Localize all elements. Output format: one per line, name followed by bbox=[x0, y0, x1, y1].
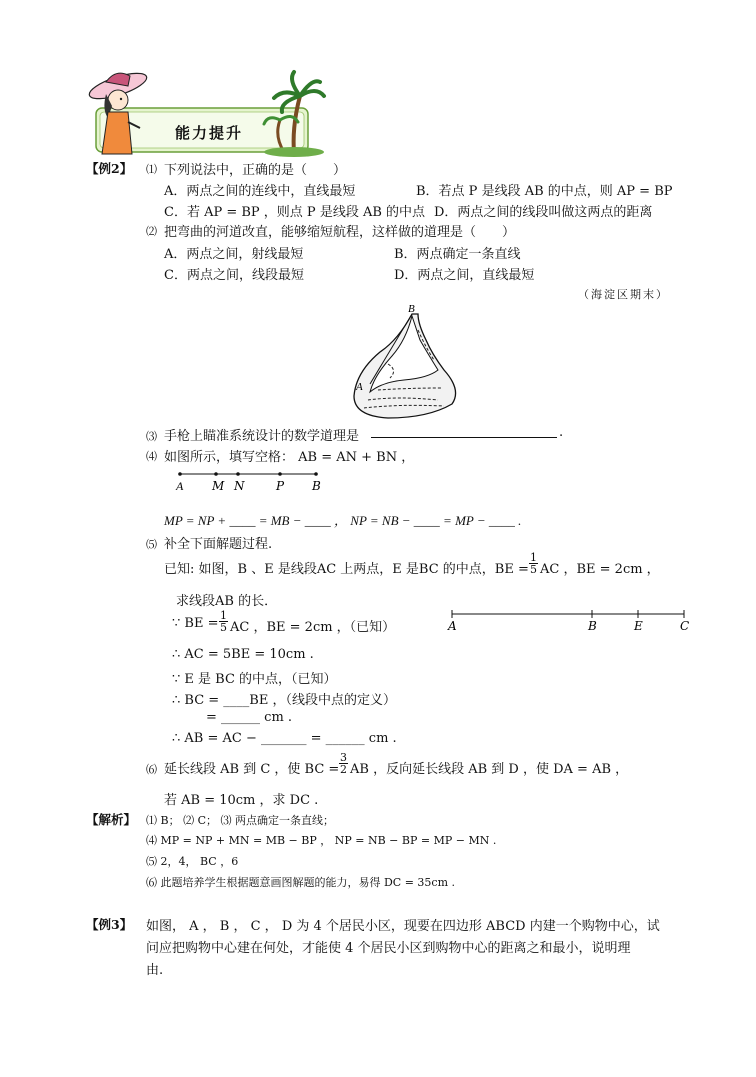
q6-text-a: 延长线段 AB 到 C ，使 BC = bbox=[164, 762, 340, 777]
q4-number: ⑷ bbox=[146, 450, 157, 463]
q5-point-a: A bbox=[448, 619, 457, 633]
q5-segment-figure bbox=[444, 606, 694, 636]
q5-step1-fraction-num: 1 bbox=[220, 609, 227, 622]
q5-fraction-den: 5 bbox=[530, 563, 537, 576]
q2-number: ⑵ bbox=[146, 225, 157, 238]
q5-point-c: C bbox=[680, 619, 690, 633]
q5-step4: ∴ BC = ____BE ，（线段中点的定义） bbox=[172, 693, 396, 708]
river-figure bbox=[348, 300, 464, 422]
q5-step1a: ∵ BE = bbox=[172, 616, 219, 631]
q5-step2: ∴ AC = 5BE = 10cm . bbox=[172, 647, 314, 662]
q2-option-b: B．两点确定一条直线 bbox=[394, 247, 521, 262]
example-2-tag: 【例2】 bbox=[86, 161, 133, 176]
solution-line-2: ⑷ MP = NP + MN = MB − BP ， NP = NB − BP = MP − MN . bbox=[146, 834, 497, 847]
cartoon-girl-illustration bbox=[88, 66, 328, 158]
q5-fraction bbox=[529, 552, 538, 575]
q5-point-e: E bbox=[634, 619, 643, 633]
q6-fraction-num: 3 bbox=[340, 751, 347, 764]
q4-point-p: P bbox=[276, 479, 285, 493]
q4-text: 如图所示，填写空格： AB = AN + BN ， bbox=[164, 450, 415, 465]
q5-fraction-num: 1 bbox=[530, 551, 537, 564]
figure-point-a: A bbox=[356, 381, 363, 393]
q1-option-d: D．两点之间的线段叫做这两点的距离 bbox=[434, 205, 653, 220]
example-3-tag: 【例3】 bbox=[86, 917, 133, 932]
solution-tag: 【解析】 bbox=[86, 812, 137, 827]
q4-point-b: B bbox=[312, 479, 321, 493]
q1-stem: 下列说法中，正确的是（ ） bbox=[164, 163, 347, 178]
q1-option-c: C．若 AP = BP ，则点 P 是线段 AB 的中点 bbox=[164, 205, 426, 220]
q5-step1b: AC ，BE = 2cm ，（已知） bbox=[230, 620, 396, 635]
q2-option-d: D．两点之间，直线最短 bbox=[394, 268, 535, 283]
q2-stem: 把弯曲的河道改直，能够缩短航程，这样做的道理是（ ） bbox=[164, 225, 516, 240]
q5-number: ⑸ bbox=[146, 538, 157, 551]
q3-answer-blank[interactable] bbox=[371, 424, 557, 438]
q3-text: 手枪上瞄准系统设计的数学道理是 bbox=[164, 429, 360, 444]
q5-step6: ∴ AB = AC − _______ = ______ cm . bbox=[172, 731, 397, 746]
q6-text-b: AB ，反向延长线段 AB 到 D ，使 DA = AB ， bbox=[350, 762, 629, 777]
q1-option-b: B．若点 P 是线段 AB 的中点，则 AP = BP bbox=[416, 184, 673, 199]
example-3-line-3: 由. bbox=[146, 963, 164, 978]
q6-fraction-den: 2 bbox=[340, 763, 347, 776]
q5-given-tail: AC ，BE = 2cm ， bbox=[540, 562, 660, 577]
q5-ask: 求线段AB 的长． bbox=[176, 594, 278, 609]
q1-number: ⑴ bbox=[146, 163, 157, 176]
q5-step1-fraction-den: 5 bbox=[220, 621, 227, 634]
example-3-line-1: 如图， A ， B ， C ， D 为 4 个居民小区，现要在四边形 ABCD 内建一个购物中心，试 bbox=[146, 919, 660, 934]
q5-point-b: B bbox=[588, 619, 597, 633]
q5-step5: = ______ cm . bbox=[206, 710, 293, 725]
solution-line-4: ⑹ 此题培养学生根据题意画图解题的能力，易得 DC = 35cm . bbox=[146, 876, 456, 889]
q4-point-a: A bbox=[176, 479, 184, 493]
page-title: 能力提升 bbox=[175, 124, 244, 142]
q4-point-n: N bbox=[234, 479, 245, 493]
q1-option-a: A．两点之间的连线中，直线最短 bbox=[164, 184, 356, 199]
solution-line-3: ⑸ 2，4， BC ，6 bbox=[146, 855, 239, 868]
solution-line-1: ⑴ B； ⑵ C； ⑶ 两点确定一条直线； bbox=[146, 814, 334, 827]
q3-period: . bbox=[559, 425, 564, 440]
q2-source: （海淀区期末） bbox=[578, 288, 669, 301]
example-3-line-2: 问应把购物中心建在何处，才能使 4 个居民小区到购物中心的距离之和最小，说明理 bbox=[146, 941, 631, 956]
q6-text-c: 若 AB = 10cm ，求 DC . bbox=[164, 793, 319, 808]
q4-point-m: M bbox=[212, 479, 225, 493]
q6-number: ⑹ bbox=[146, 763, 157, 776]
q5-given: 已知: 如图，B 、E 是线段AC 上两点，E 是BC 的中点，BE = bbox=[164, 562, 529, 577]
figure-point-b: B bbox=[408, 303, 415, 315]
q5-step1-fraction bbox=[219, 610, 228, 633]
q5-intro: 补全下面解题过程. bbox=[164, 537, 273, 552]
q6-fraction bbox=[339, 752, 348, 775]
q4-segment-figure bbox=[172, 466, 332, 496]
q2-option-c: C．两点之间，线段最短 bbox=[164, 268, 304, 283]
q3-number: ⑶ bbox=[146, 430, 157, 443]
q2-option-a: A．两点之间，射线最短 bbox=[164, 247, 304, 262]
q5-step3: ∵ E 是 BC 的中点，（已知） bbox=[172, 672, 337, 687]
q4-equation-line: MP = NP + ____ = MB − ____ ， NP = NB − ____ = MP − ____ . bbox=[164, 513, 522, 528]
